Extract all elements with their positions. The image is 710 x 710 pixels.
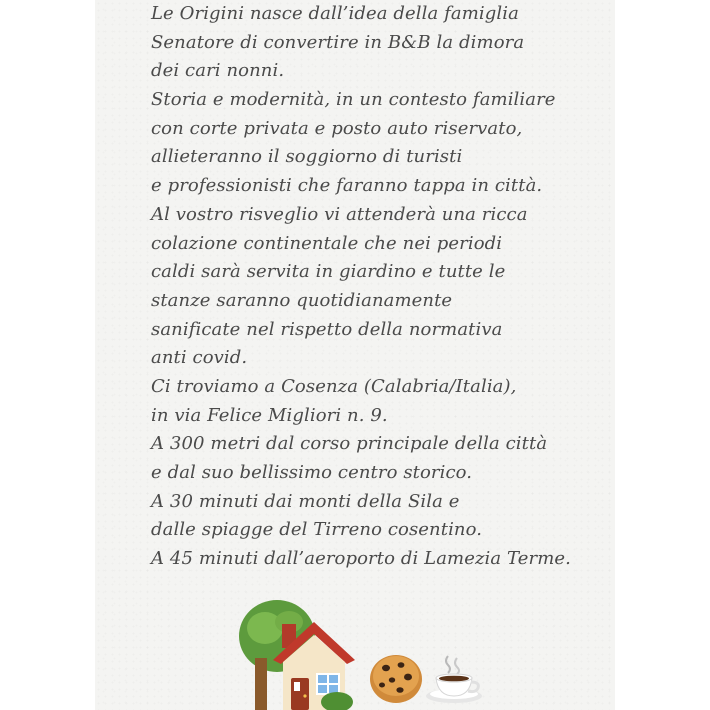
description-line: Storia e modernità, in un contesto familiare (151, 89, 556, 111)
description-line: in via Felice Migliori n. 9. (151, 404, 388, 426)
description-text (151, 0, 601, 574)
description-line: colazione continentale che nei periodi (151, 232, 503, 254)
description-line: e professionisti che faranno tappa in città. (151, 175, 543, 197)
emoji-row (0, 598, 710, 710)
description-line: stanze saranno quotidianamente (151, 289, 453, 311)
description-line: Ci troviamo a Cosenza (Calabria/Italia), (151, 375, 517, 397)
cookie-icon (368, 652, 424, 704)
description-line: caldi sarà servita in giardino e tutte le (151, 261, 506, 283)
house-with-garden-icon (237, 598, 357, 710)
description-line: Le Origini nasce dall’idea della famiglia (151, 3, 519, 24)
description-line: allieteranno il soggiorno di turisti (151, 146, 463, 168)
description-line: anti covid. (151, 347, 248, 369)
description-line: sanificate nel rispetto della normativa (151, 318, 503, 340)
description-line: Senatore di convertire in B&B la dimora (151, 31, 525, 53)
description-line: e dal suo bellissimo centro storico. (151, 462, 473, 483)
description-line: A 45 minuti dall’aeroporto di Lamezia Terme. (151, 548, 571, 570)
hot-beverage-icon (424, 652, 484, 704)
description-line: dei cari nonni. (151, 60, 285, 82)
description-line: A 300 metri dal corso principale della città (151, 433, 548, 455)
description-line: A 30 minuti dai monti della Sila e (151, 490, 460, 512)
description-line: con corte privata e posto auto riservato, (151, 117, 523, 139)
description-line: Al vostro risveglio vi attenderà una ricca (151, 203, 528, 225)
description-line: dalle spiagge del Tirreno cosentino. (151, 519, 483, 541)
